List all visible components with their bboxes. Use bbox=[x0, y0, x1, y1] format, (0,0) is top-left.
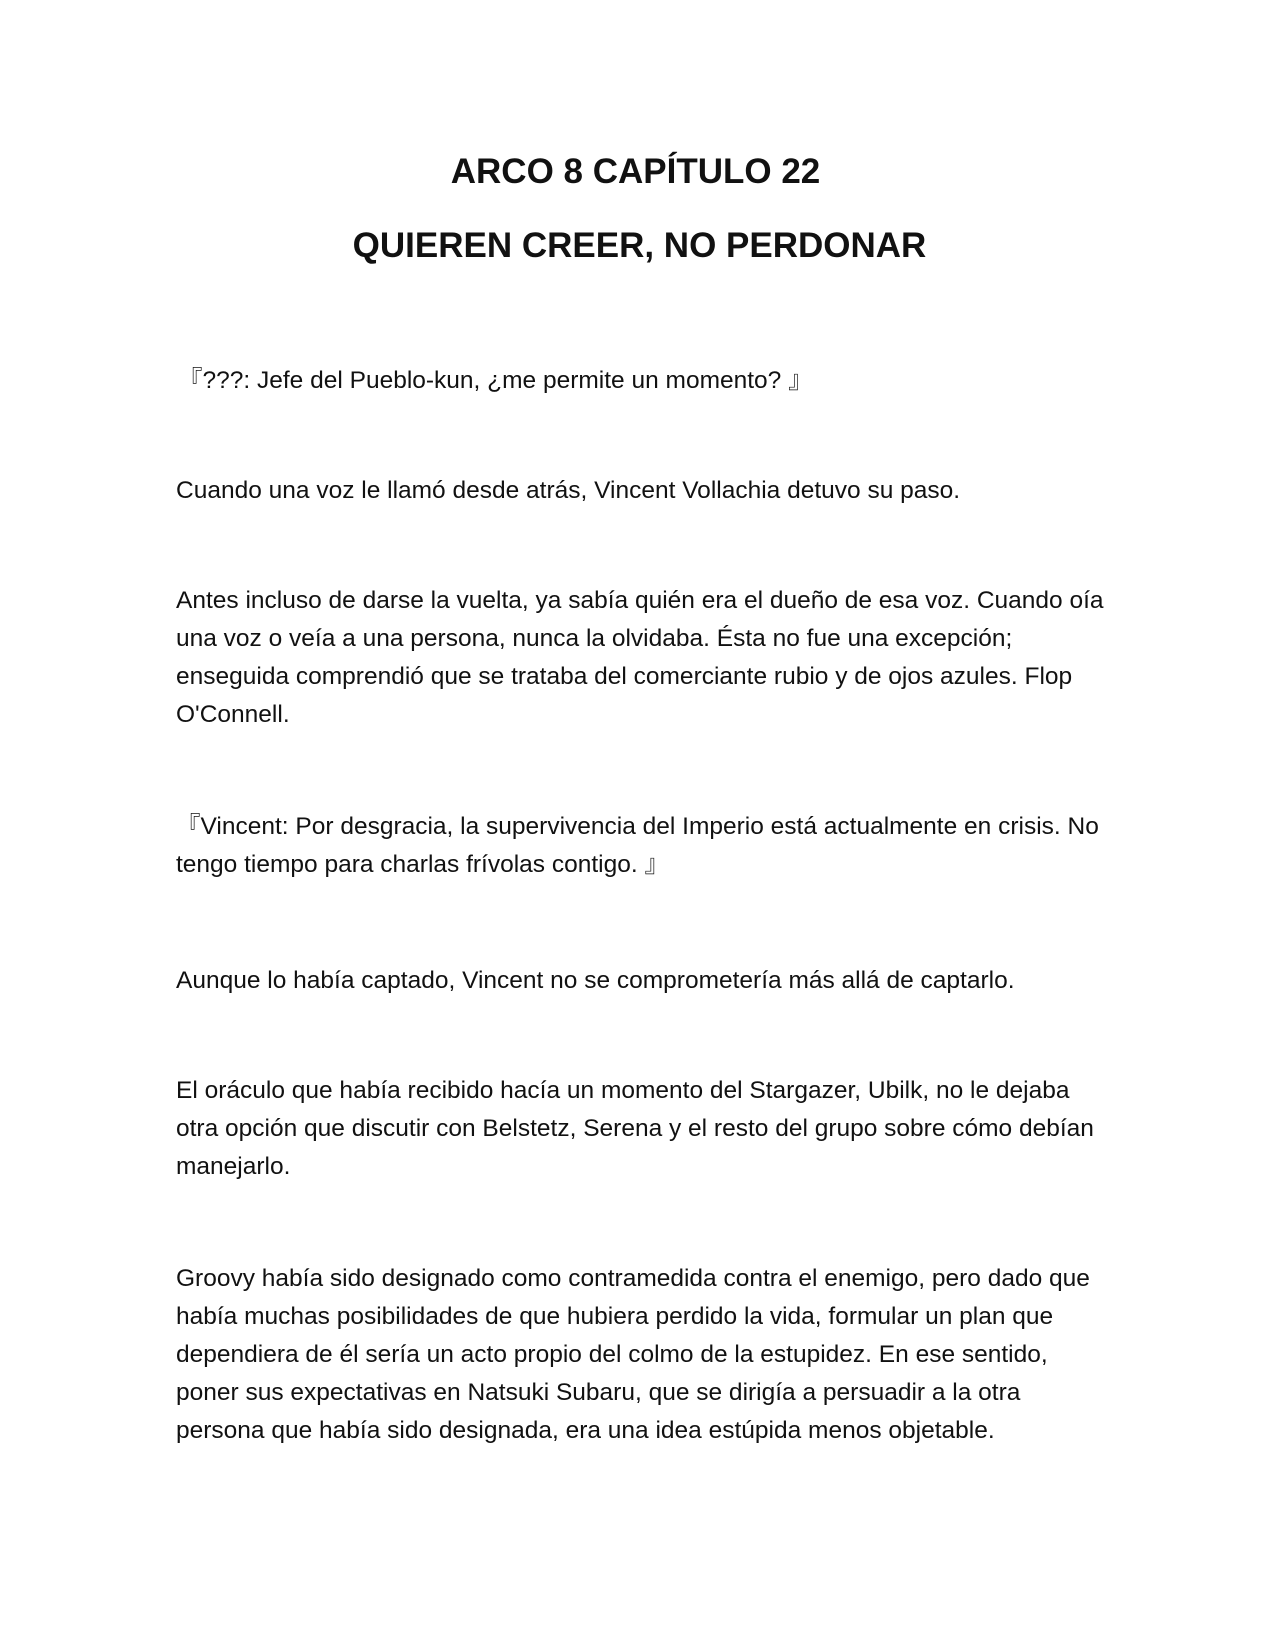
chapter-number-title: ARCO 8 CAPÍTULO 22 bbox=[450, 152, 821, 191]
narration-paragraph: El oráculo que había recibido hacía un momento del Stargazer, Ubilk, no le dejaba otra opción que discutir con Belstetz, Serena y el resto del grupo sobre cómo debían manejarlo. bbox=[176, 1077, 1094, 1180]
narration-paragraph: Antes incluso de darse la vuelta, ya sabía quién era el dueño de esa voz. Cuando oía una voz o veía a una persona, nunca la olvidaba. Ésta no fue una excepción; enseguida comprendió que se trataba del comerciante rubio y de ojos azules. Flop O'Connell. bbox=[176, 587, 1104, 728]
chapter-name-title: QUIEREN CREER, NO PERDONAR bbox=[352, 226, 927, 265]
dialogue-paragraph: 『Vincent: Por desgracia, la supervivencia del Imperio está actualmente en crisis. No tengo tiempo para charlas frívolas contigo. 』 bbox=[176, 813, 1099, 878]
narration-paragraph: Groovy había sido designado como contramedida contra el enemigo, pero dado que había muchas posibilidades de que hubiera perdido la vida, formular un plan que dependiera de él sería un acto propio del colmo de la estupidez. En ese sentido, poner sus expectativas en Natsuki Subaru, que se dirigía a persuadir a la otra persona que había sido designada, era una idea estúpida menos objetable. bbox=[176, 1265, 1090, 1444]
narration-paragraph: Aunque lo había captado, Vincent no se comprometería más allá de captarlo. bbox=[176, 967, 1015, 994]
narration-paragraph: Cuando una voz le llamó desde atrás, Vincent Vollachia detuvo su paso. bbox=[176, 477, 961, 504]
dialogue-paragraph: 『???: Jefe del Pueblo-kun, ¿me permite un momento? 』 bbox=[178, 367, 813, 394]
